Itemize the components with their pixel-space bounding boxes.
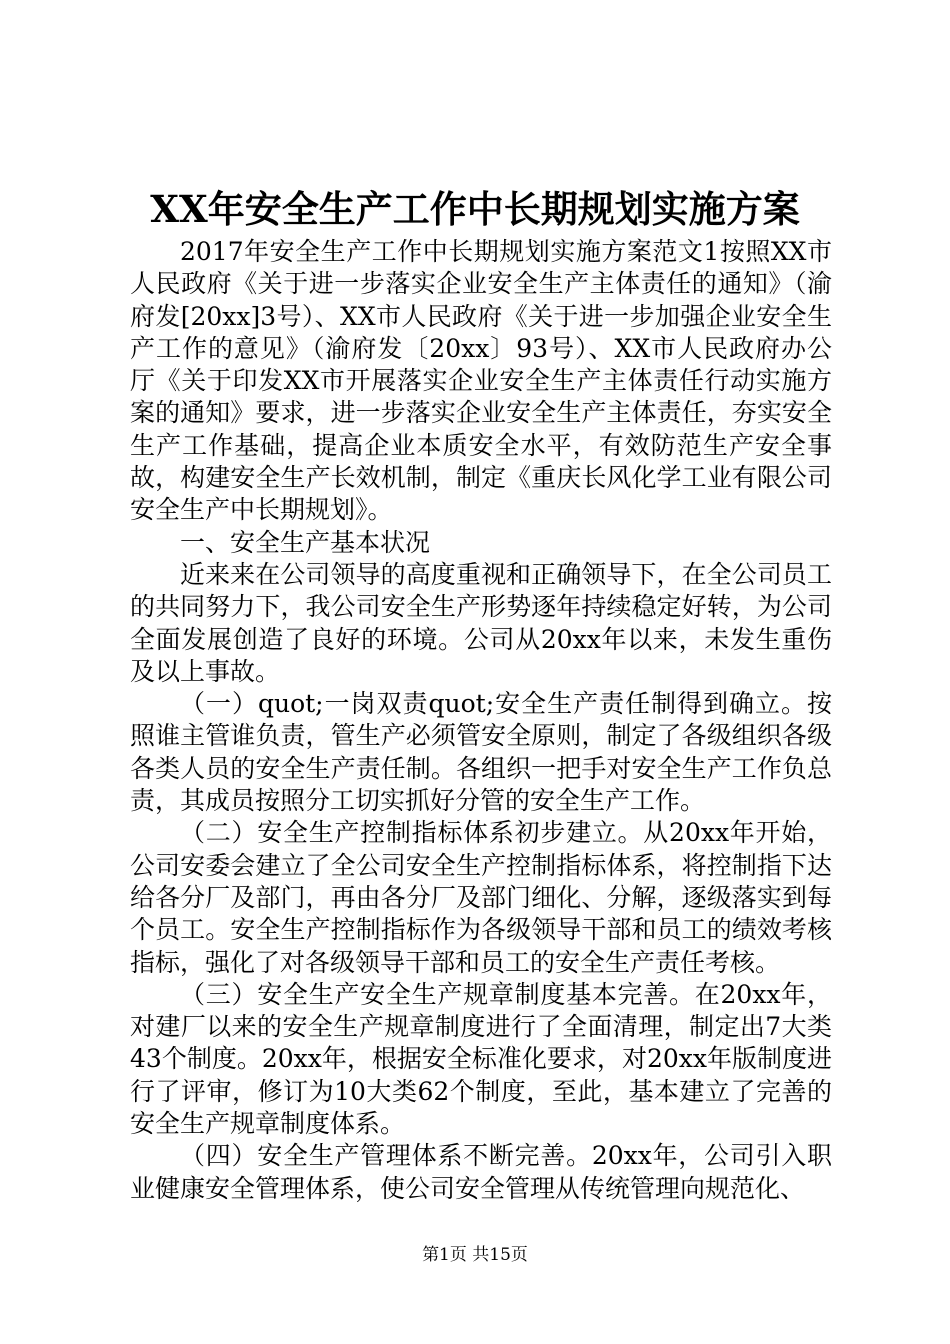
paragraph-item-3: （三）安全生产安全生产规章制度基本完善。在20xx年，对建厂以来的安全生产规章制度进行了全面清理，制定出7大类43个制度。20xx年，根据安全标准化要求，对20xx年版制度进行了评审，修订为10大类62个制度，至此，基本建立了完善的安全生产规章制度体系。 — [130, 979, 832, 1139]
section-heading: 一、安全生产基本状况 — [180, 527, 431, 557]
document-body — [130, 236, 832, 1205]
document-title: XX年安全生产工作中长期规划实施方案 — [150, 187, 800, 231]
paragraph-item-1: （一）quot;一岗双责quot;安全生产责任制得到确立。按照谁主管谁负责，管生产必须管安全原则，制定了各级组织各级各类人员的安全生产责任制。各组织一把手对安全生产工作负总责，其成员按照分工切实抓好分管的安全生产工作。 — [130, 689, 832, 816]
paragraph-intro: 2017年安全生产工作中长期规划实施方案范文1按照XX市人民政府《关于进一步落实企业安全生产主体责任的通知》（渝府发[20xx]3号）、XX市人民政府《关于进一步加强企业安全生产工作的意见》（渝府发〔20xx〕93号）、XX市人民政府办公厅《关于印发XX市开展落实企业安全生产主体责任行动实施方案的通知》要求，进一步落实企业安全生产主体责任，夯实安全生产工作基础，提高企业本质安全水平，有效防范生产安全事故，构建安全生产长效机制，制定《重庆长风化学工业有限公司安全生产中长期规划》。 — [130, 237, 832, 525]
paragraph-item-4: （四）安全生产管理体系不断完善。20xx年，公司引入职业健康安全管理体系，使公司安全管理从传统管理向规范化、 — [130, 1141, 832, 1203]
paragraph-status: 近来来在公司领导的高度重视和正确领导下，在全公司员工的共同努力下，我公司安全生产形势逐年持续稳定好转，为公司全面发展创造了良好的环境。公司从20xx年以来，未发生重伤及以上事故。 — [130, 559, 832, 686]
paragraph-item-2: （二）安全生产控制指标体系初步建立。从20xx年开始，公司安委会建立了全公司安全生产控制指标体系，将控制指下达给各分厂及部门，再由各分厂及部门细化、分解，逐级落实到每个员工。安全生产控制指标作为各级领导干部和员工的绩效考核指标，强化了对各级领导干部和员工的安全生产责任考核。 — [130, 818, 832, 977]
page-footer: 第1页 共15页 — [422, 1245, 528, 1265]
